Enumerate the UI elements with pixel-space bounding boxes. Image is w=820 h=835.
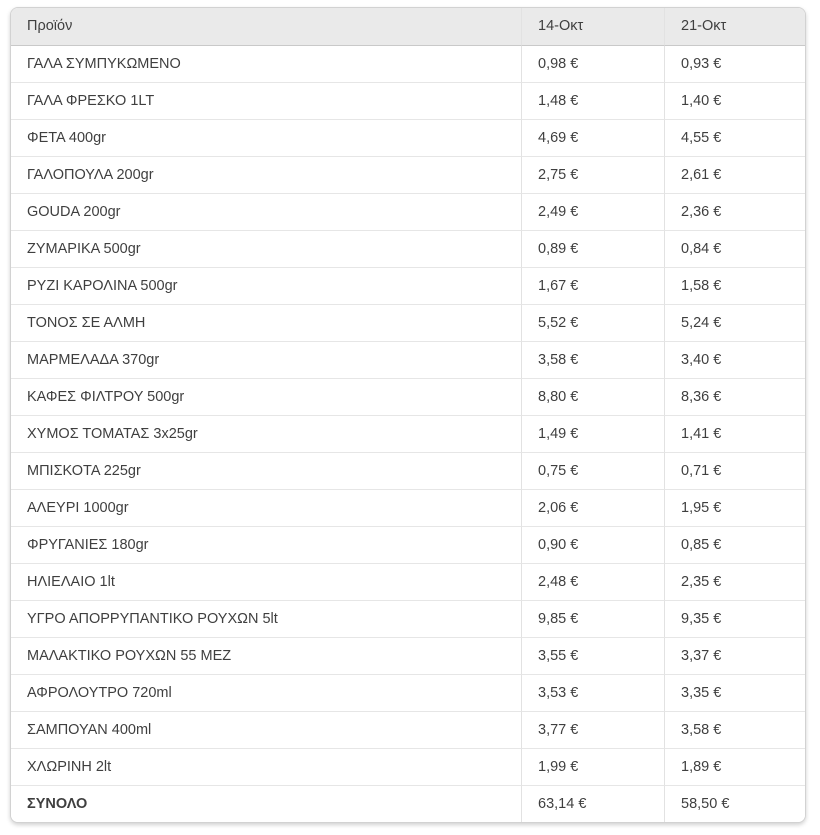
price-21-okt-cell: 1,95 € bbox=[664, 489, 806, 526]
product-name-cell: ΡΥΖΙ ΚΑΡΟΛΙΝΑ 500gr bbox=[11, 267, 521, 304]
product-name-cell: GOUDA 200gr bbox=[11, 193, 521, 230]
table-row bbox=[11, 452, 806, 489]
total-price-21-okt-cell: 58,50 € bbox=[664, 785, 806, 822]
product-name-cell: ΓΑΛΑ ΣΥΜΠΥΚΩΜΕΝΟ bbox=[11, 46, 521, 82]
price-14-okt-cell: 1,99 € bbox=[521, 748, 664, 785]
price-21-okt-cell: 9,35 € bbox=[664, 600, 806, 637]
product-name-cell: ΧΛΩΡΙΝΗ 2lt bbox=[11, 748, 521, 785]
table-row bbox=[11, 156, 806, 193]
price-comparison-table bbox=[11, 8, 806, 822]
price-14-okt-cell: 9,85 € bbox=[521, 600, 664, 637]
table-row bbox=[11, 637, 806, 674]
price-21-okt-cell: 3,40 € bbox=[664, 341, 806, 378]
price-21-okt-cell: 2,36 € bbox=[664, 193, 806, 230]
price-21-okt-cell: 0,84 € bbox=[664, 230, 806, 267]
price-14-okt-cell: 2,75 € bbox=[521, 156, 664, 193]
price-21-okt-cell: 1,89 € bbox=[664, 748, 806, 785]
price-21-okt-cell: 4,55 € bbox=[664, 119, 806, 156]
price-21-okt-cell: 8,36 € bbox=[664, 378, 806, 415]
table-row bbox=[11, 119, 806, 156]
table-row bbox=[11, 230, 806, 267]
table-row bbox=[11, 748, 806, 785]
column-header-date-14-okt: 14-Οκτ bbox=[521, 8, 664, 46]
price-21-okt-cell: 0,93 € bbox=[664, 46, 806, 82]
table-row bbox=[11, 341, 806, 378]
column-header-product: Προϊόν bbox=[11, 8, 521, 46]
total-label-cell: ΣΥΝΟΛΟ bbox=[11, 785, 521, 822]
table-row bbox=[11, 82, 806, 119]
table-row bbox=[11, 526, 806, 563]
table-row bbox=[11, 674, 806, 711]
column-header-date-21-okt: 21-Οκτ bbox=[664, 8, 806, 46]
price-14-okt-cell: 1,67 € bbox=[521, 267, 664, 304]
price-21-okt-cell: 3,58 € bbox=[664, 711, 806, 748]
table-row bbox=[11, 600, 806, 637]
table-row bbox=[11, 711, 806, 748]
table-row bbox=[11, 267, 806, 304]
product-name-cell: ΜΑΛΑΚΤΙΚΟ ΡΟΥΧΩΝ 55 ΜΕΖ bbox=[11, 637, 521, 674]
price-14-okt-cell: 2,48 € bbox=[521, 563, 664, 600]
table-row bbox=[11, 489, 806, 526]
product-name-cell: ΖΥΜΑΡΙΚΑ 500gr bbox=[11, 230, 521, 267]
product-name-cell: ΓΑΛΑ ΦΡΕΣΚΟ 1LT bbox=[11, 82, 521, 119]
product-name-cell: ΓΑΛΟΠΟΥΛΑ 200gr bbox=[11, 156, 521, 193]
price-14-okt-cell: 3,53 € bbox=[521, 674, 664, 711]
table-row bbox=[11, 46, 806, 82]
product-name-cell: ΗΛΙΕΛΑΙΟ 1lt bbox=[11, 563, 521, 600]
price-21-okt-cell: 0,85 € bbox=[664, 526, 806, 563]
product-name-cell: ΜΑΡΜΕΛΑΔΑ 370gr bbox=[11, 341, 521, 378]
product-name-cell: ΑΛΕΥΡΙ 1000gr bbox=[11, 489, 521, 526]
price-21-okt-cell: 5,24 € bbox=[664, 304, 806, 341]
price-21-okt-cell: 2,35 € bbox=[664, 563, 806, 600]
table-row bbox=[11, 304, 806, 341]
product-name-cell: ΚΑΦΕΣ ΦΙΛΤΡΟΥ 500gr bbox=[11, 378, 521, 415]
table-row bbox=[11, 415, 806, 452]
price-14-okt-cell: 0,75 € bbox=[521, 452, 664, 489]
product-name-cell: ΦΡΥΓΑΝΙΕΣ 180gr bbox=[11, 526, 521, 563]
price-14-okt-cell: 2,49 € bbox=[521, 193, 664, 230]
price-14-okt-cell: 1,49 € bbox=[521, 415, 664, 452]
price-14-okt-cell: 2,06 € bbox=[521, 489, 664, 526]
product-name-cell: ΧΥΜΟΣ ΤΟΜΑΤΑΣ 3x25gr bbox=[11, 415, 521, 452]
price-comparison-table-container bbox=[10, 7, 806, 823]
price-21-okt-cell: 1,41 € bbox=[664, 415, 806, 452]
price-14-okt-cell: 4,69 € bbox=[521, 119, 664, 156]
header-row bbox=[11, 8, 806, 46]
price-14-okt-cell: 1,48 € bbox=[521, 82, 664, 119]
product-name-cell: ΣΑΜΠΟΥΑΝ 400ml bbox=[11, 711, 521, 748]
table-row bbox=[11, 193, 806, 230]
price-21-okt-cell: 1,58 € bbox=[664, 267, 806, 304]
total-price-14-okt-cell: 63,14 € bbox=[521, 785, 664, 822]
price-14-okt-cell: 5,52 € bbox=[521, 304, 664, 341]
price-14-okt-cell: 0,90 € bbox=[521, 526, 664, 563]
product-name-cell: ΑΦΡΟΛΟΥΤΡΟ 720ml bbox=[11, 674, 521, 711]
price-14-okt-cell: 3,77 € bbox=[521, 711, 664, 748]
price-14-okt-cell: 3,55 € bbox=[521, 637, 664, 674]
product-name-cell: ΜΠΙΣΚΟΤΑ 225gr bbox=[11, 452, 521, 489]
price-21-okt-cell: 1,40 € bbox=[664, 82, 806, 119]
price-14-okt-cell: 0,98 € bbox=[521, 46, 664, 82]
table-row bbox=[11, 563, 806, 600]
price-21-okt-cell: 0,71 € bbox=[664, 452, 806, 489]
product-name-cell: ΦΕΤΑ 400gr bbox=[11, 119, 521, 156]
price-21-okt-cell: 2,61 € bbox=[664, 156, 806, 193]
product-name-cell: ΥΓΡΟ ΑΠΟΡΡΥΠΑΝΤΙΚΟ ΡΟΥΧΩΝ 5lt bbox=[11, 600, 521, 637]
table-row bbox=[11, 378, 806, 415]
price-14-okt-cell: 3,58 € bbox=[521, 341, 664, 378]
price-21-okt-cell: 3,37 € bbox=[664, 637, 806, 674]
price-14-okt-cell: 0,89 € bbox=[521, 230, 664, 267]
price-14-okt-cell: 8,80 € bbox=[521, 378, 664, 415]
price-21-okt-cell: 3,35 € bbox=[664, 674, 806, 711]
total-row bbox=[11, 785, 806, 822]
product-name-cell: ΤΟΝΟΣ ΣΕ ΑΛΜΗ bbox=[11, 304, 521, 341]
